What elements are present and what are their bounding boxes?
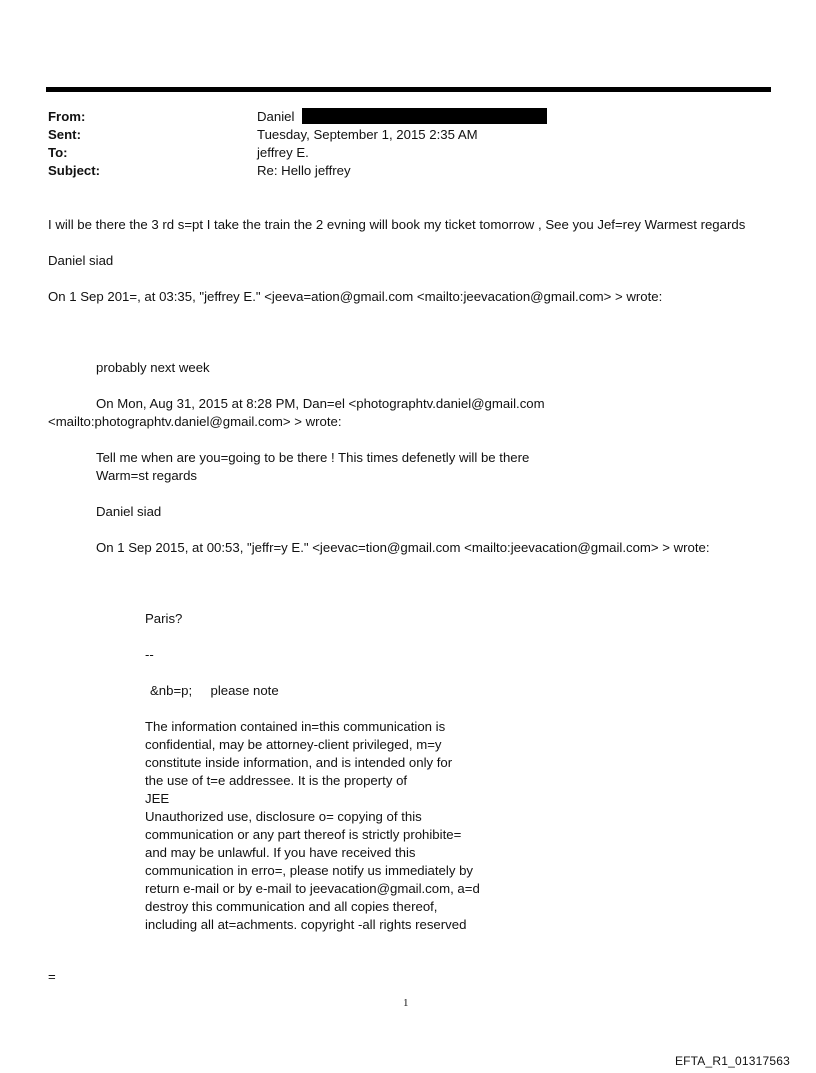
disclaimer-line: including all at=achments. copyright -all rights reserved [145, 917, 467, 932]
quote-2-intro-a: On Mon, Aug 31, 2015 at 8:28 PM, Dan=el <photographtv.daniel@gmail.com [96, 396, 545, 411]
to-value: jeffrey E. [257, 145, 309, 160]
disclaimer-line: return e-mail or by e-mail to jeevacation@gmail.com, a=d [145, 881, 480, 896]
bates-number: EFTA_R1_01317563 [674, 1054, 790, 1068]
disclaimer-line: communication in erro=, please notify us immediately by [145, 863, 474, 878]
reply-2-b: Warm=st regards [96, 468, 198, 483]
disclaimer-line: constitute inside information, and is intended only for [145, 755, 453, 770]
disclaimer-line: confidential, may be attorney-client privileged, m=y [145, 737, 442, 752]
body-line-1: I will be there the 3 rd s=pt I take the train the 2 evning will book my ticket tomorrow , See you Jef=rey Warmest regards [48, 217, 746, 232]
sent-value: Tuesday, September 1, 2015 2:35 AM [257, 127, 478, 142]
signature-1: Daniel siad [48, 253, 114, 268]
please-note: &nb=p; please note [150, 683, 279, 698]
redaction-bar [302, 108, 547, 124]
disclaimer-line: JEE [145, 791, 170, 806]
from-name: Daniel [257, 109, 295, 124]
sent-label: Sent: [48, 127, 81, 142]
reply-3: Paris? [145, 611, 183, 626]
quote-1-intro: On 1 Sep 201=, at 03:35, "jeffrey E." <jeeva=ation@gmail.com <mailto:jeevacation@gmail.com> > wrote: [48, 289, 663, 304]
page-number: 1 [403, 997, 409, 1009]
reply-1: probably next week [96, 360, 210, 375]
signature-dashes: -- [145, 647, 154, 662]
subject-label: Subject: [48, 163, 101, 178]
disclaimer [145, 718, 480, 934]
from-value [257, 108, 547, 126]
quote-3-intro: On 1 Sep 2015, at 00:53, "jeffr=y E." <jeevac=tion@gmail.com <mailto:jeevacation@gmail.com> > wrote: [96, 540, 710, 555]
disclaimer-line: communication or any part thereof is strictly prohibite= [145, 827, 462, 842]
reply-2-a: Tell me when are you=going to be there ! This times defenetly will be there [96, 450, 530, 465]
disclaimer-line: destroy this communication and all copies thereof, [145, 899, 438, 914]
from-label: From: [48, 109, 86, 124]
header-rule [46, 87, 771, 92]
disclaimer-line: Unauthorized use, disclosure o= copying of this [145, 809, 422, 824]
trailing-equals: = [48, 969, 56, 984]
disclaimer-line: the use of t=e addressee. It is the property of [145, 773, 408, 788]
disclaimer-line: The information contained in=this communication is [145, 719, 446, 734]
quote-2-intro-b: <mailto:photographtv.daniel@gmail.com> > wrote: [48, 414, 342, 429]
to-label: To: [48, 145, 68, 160]
disclaimer-line: and may be unlawful. If you have received this [145, 845, 416, 860]
subject-value: Re: Hello jeffrey [257, 163, 351, 178]
signature-2: Daniel siad [96, 504, 162, 519]
